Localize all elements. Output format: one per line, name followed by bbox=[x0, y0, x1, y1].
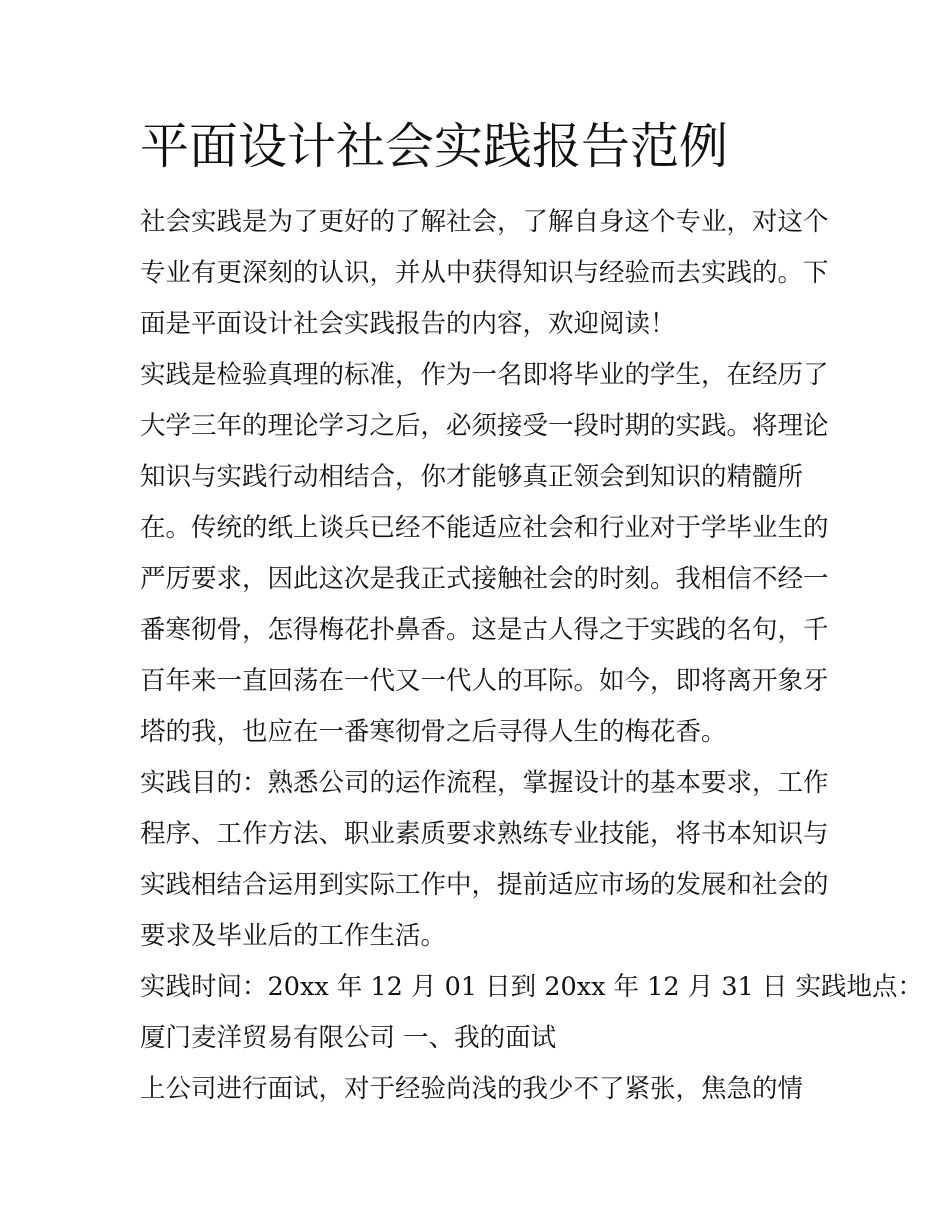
body-line-13: 程序、工作方法、职业素质要求熟练专业技能，将书本知识与 bbox=[140, 819, 829, 849]
body-line-10: 百年来一直回荡在一代又一代人的耳际。如今，即将离开象牙 bbox=[140, 666, 829, 696]
body-line-6: 知识与实践行动相结合，你才能够真正领会到知识的精髓所 bbox=[140, 462, 804, 492]
body-line-17: 厦门麦洋贸易有限公司 一、我的面试 bbox=[140, 1023, 557, 1053]
body-line-18: 上公司进行面试，对于经验尚浅的我少不了紧张，焦急的情 bbox=[140, 1074, 804, 1104]
body-line-1: 社会实践是为了更好的了解社会，了解自身这个专业，对这个 bbox=[140, 207, 829, 237]
body-line-3: 面是平面设计社会实践报告的内容，欢迎阅读！ bbox=[140, 309, 676, 339]
body-line-9: 番寒彻骨，怎得梅花扑鼻香。这是古人得之于实践的名句，千 bbox=[140, 615, 829, 645]
body-line-5: 大学三年的理论学习之后，必须接受一段时期的实践。将理论 bbox=[140, 411, 829, 441]
body-line-7: 在。传统的纸上谈兵已经不能适应社会和行业对于学毕业生的 bbox=[140, 513, 829, 543]
body-line-2: 专业有更深刻的认识，并从中获得知识与经验而去实践的。下 bbox=[140, 258, 829, 288]
body-line-16: 实践时间：20xx 年 12 月 01 日到 20xx 年 12 月 31 日 实践地点： bbox=[140, 972, 923, 1002]
body-line-12: 实践目的：熟悉公司的运作流程，掌握设计的基本要求，工作 bbox=[140, 768, 829, 798]
body-line-11: 塔的我，也应在一番寒彻骨之后寻得人生的梅花香。 bbox=[140, 717, 727, 747]
body-line-15: 要求及毕业后的工作生活。 bbox=[140, 921, 447, 951]
body-line-14: 实践相结合运用到实际工作中，提前适应市场的发展和社会的 bbox=[140, 870, 829, 900]
body-line-8: 严厉要求，因此这次是我正式接触社会的时刻。我相信不经一 bbox=[140, 564, 829, 594]
document-title: 平面设计社会实践报告范例 bbox=[140, 118, 729, 175]
body-line-4: 实践是检验真理的标准，作为一名即将毕业的学生，在经历了 bbox=[140, 360, 829, 390]
